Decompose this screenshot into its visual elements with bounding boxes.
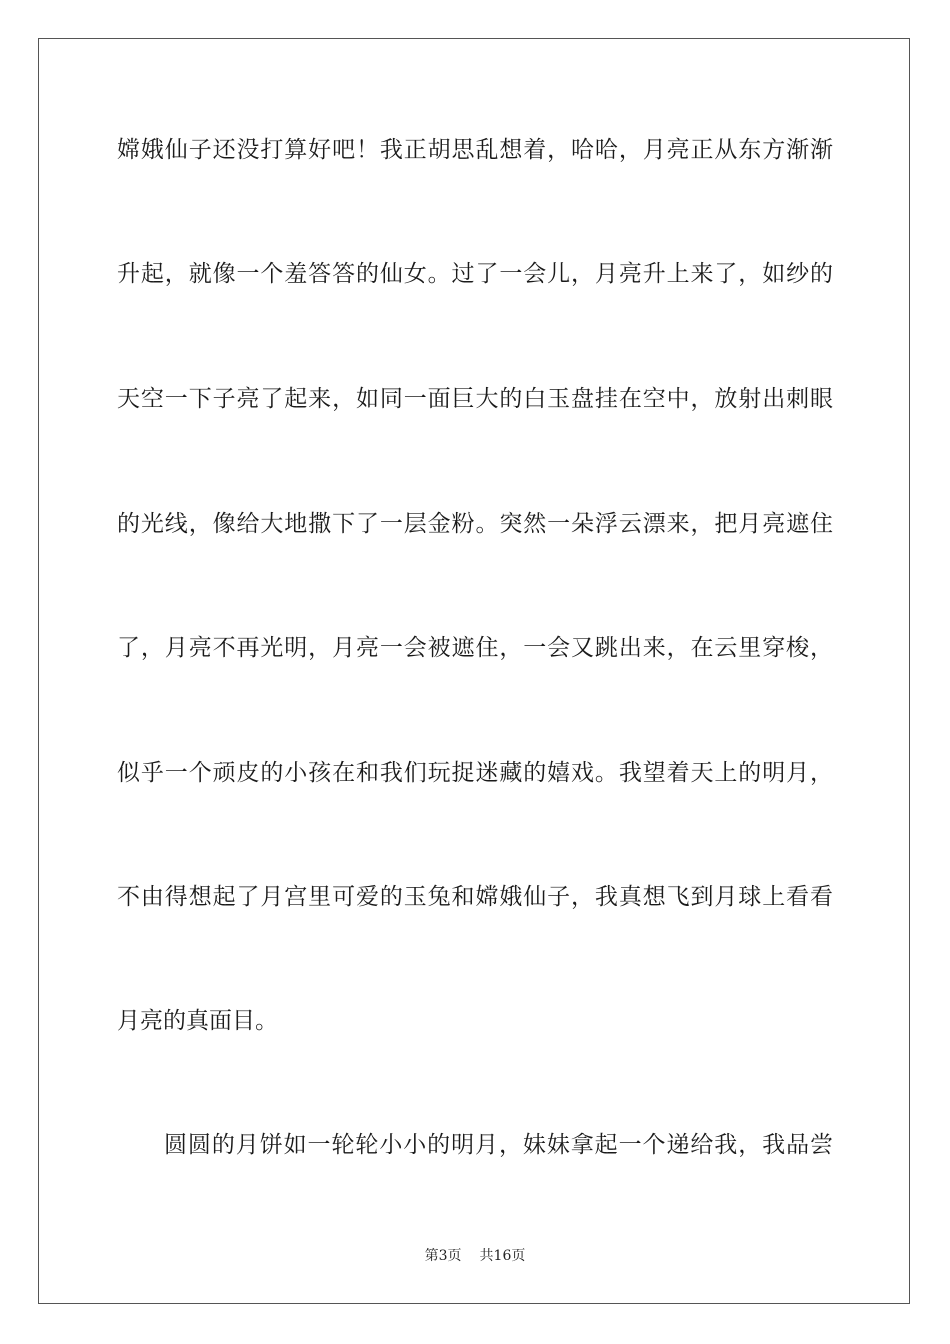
- text-line: 的光线，像给大地撒下了一层金粉。突然一朵浮云漂来，把月亮遮住: [117, 511, 833, 537]
- page-footer: [0, 1246, 950, 1266]
- page-frame: [38, 38, 910, 1304]
- text-line: 升起，就像一个羞答答的仙女。过了一会儿，月亮升上来了，如纱的: [117, 261, 833, 287]
- text-line: 月亮的真面目。: [117, 1008, 278, 1034]
- page-total: 共16页: [479, 1248, 526, 1264]
- text-line: 嫦娥仙子还没打算好吧！我正胡思乱想着，哈哈，月亮正从东方渐渐: [117, 137, 833, 163]
- text-line: 不由得想起了月宫里可爱的玉兔和嫦娥仙子，我真想飞到月球上看看: [117, 884, 833, 910]
- text-line: 了，月亮不再光明，月亮一会被遮住，一会又跳出来，在云里穿梭，: [117, 635, 833, 661]
- page-number: 第3页: [424, 1248, 462, 1264]
- text-line: 天空一下子亮了起来，如同一面巨大的白玉盘挂在空中，放射出刺眼: [117, 386, 833, 412]
- text-line: 似乎一个顽皮的小孩在和我们玩捉迷藏的嬉戏。我望着天上的明月，: [117, 760, 833, 786]
- text-line: 圆圆的月饼如一轮轮小小的明月，妹妹拿起一个递给我，我品尝: [164, 1132, 833, 1158]
